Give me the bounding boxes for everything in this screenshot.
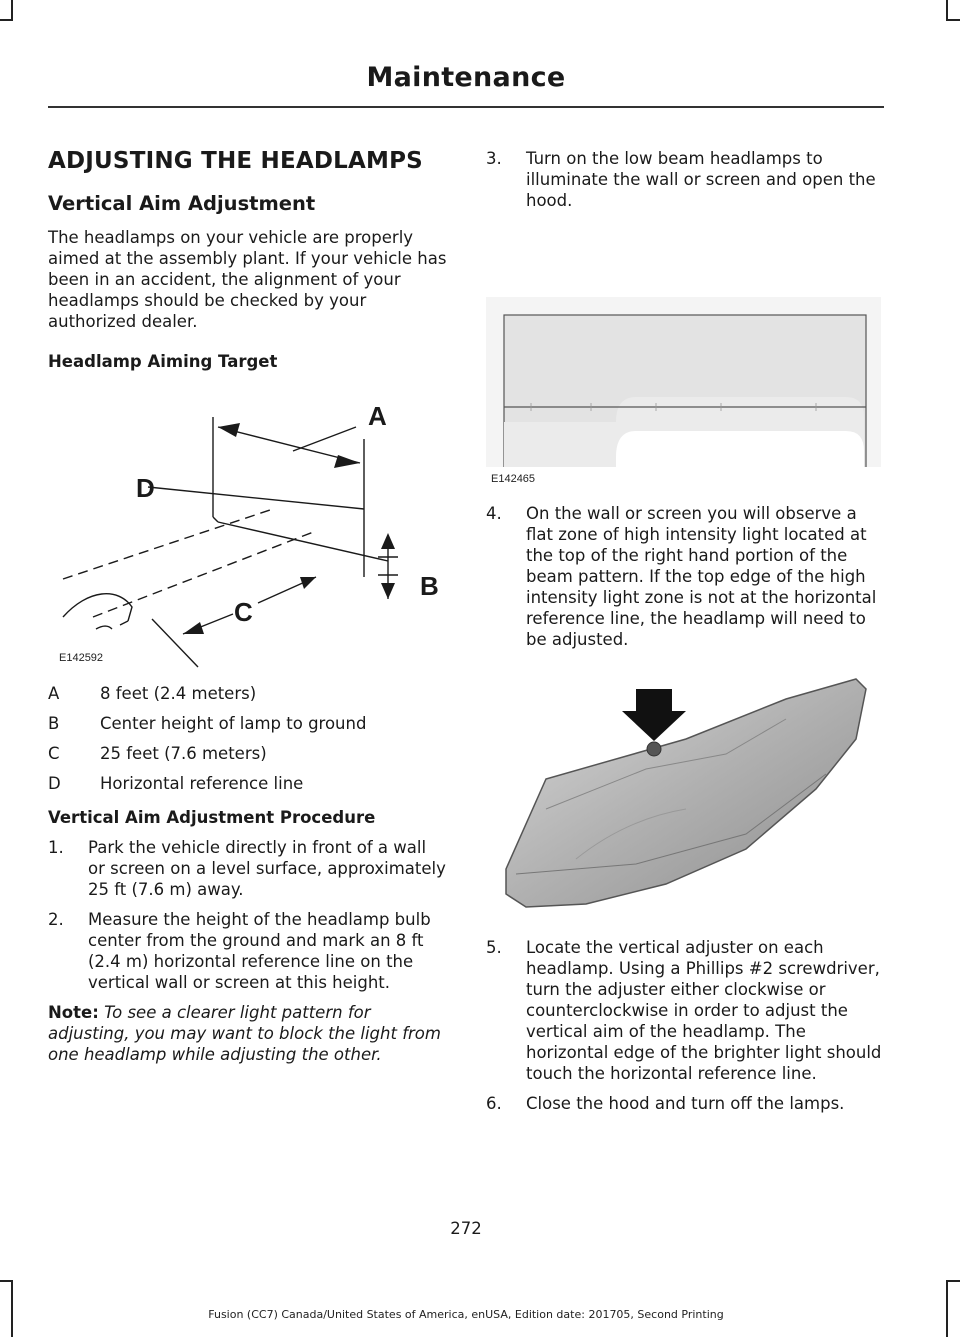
legend-key: B bbox=[48, 714, 60, 733]
list-item bbox=[486, 937, 886, 1084]
step-text: Turn on the low beam headlamps to illuminate the wall or screen and open the hood. bbox=[526, 149, 876, 210]
step-number: 2. bbox=[48, 910, 64, 929]
step-number: 5. bbox=[486, 938, 502, 957]
step-number: 6. bbox=[486, 1094, 502, 1113]
page-heading: ADJUSTING THE HEADLAMPS bbox=[48, 148, 423, 174]
step-text: Close the hood and turn off the lamps. bbox=[526, 1094, 845, 1113]
procedure-heading: Vertical Aim Adjustment Procedure bbox=[48, 808, 376, 827]
crop-mark-top-right bbox=[946, 0, 948, 20]
step-number: 4. bbox=[486, 504, 502, 523]
step-3-list bbox=[486, 148, 886, 211]
list-item bbox=[48, 837, 448, 900]
crop-mark-bottom-right-h bbox=[946, 1280, 960, 1282]
step-number: 3. bbox=[486, 149, 502, 168]
legend-row bbox=[48, 743, 448, 764]
list-item bbox=[48, 909, 448, 993]
legend-text: Center height of lamp to ground bbox=[100, 714, 367, 733]
adjuster-arrow-icon bbox=[622, 689, 686, 741]
callout-a: A bbox=[368, 401, 387, 431]
step-number: 1. bbox=[48, 838, 64, 857]
right-column bbox=[486, 148, 886, 1123]
beam-pattern-diagram bbox=[486, 227, 886, 467]
legend-text: 8 feet (2.4 meters) bbox=[100, 684, 257, 703]
callout-b: B bbox=[420, 571, 439, 601]
procedure-steps bbox=[48, 837, 448, 993]
legend-row bbox=[48, 773, 448, 794]
aiming-target-diagram bbox=[48, 389, 448, 669]
crop-mark-bottom-left-h bbox=[0, 1280, 13, 1282]
step-text: Park the vehicle directly in front of a wall or screen on a level surface, approximately 25 ft (7.6 m) away. bbox=[88, 838, 446, 899]
legend-key: D bbox=[48, 774, 61, 793]
note-text: To see a clearer light pattern for adjusting, you may want to block the light from one headlamp while adjusting the other. bbox=[48, 1003, 441, 1064]
legend-row bbox=[48, 713, 448, 734]
page-number: 272 bbox=[450, 1219, 482, 1238]
step-text: Locate the vertical adjuster on each headlamp. Using a Phillips #2 screwdriver, turn the adjuster either clockwise or counterclockwise in order to adjust the vertical aim of the headlamp. The horizontal edge of the brighter light should touch the horizontal reference line. bbox=[526, 938, 882, 1083]
note bbox=[48, 1002, 448, 1065]
callout-c: C bbox=[234, 597, 253, 627]
legend bbox=[48, 683, 448, 794]
list-item bbox=[486, 503, 886, 650]
intro-paragraph: The headlamps on your vehicle are properly aimed at the assembly plant. If your vehicle has been in an accident, the alignment of your headlamps should be checked by your authorized dealer. bbox=[48, 228, 447, 331]
list-item bbox=[486, 1093, 886, 1114]
list-item bbox=[486, 148, 886, 211]
section-title: Maintenance bbox=[366, 62, 566, 93]
footer: Fusion (CC7) Canada/United States of America, enUSA, Edition date: 201705, Second Printing bbox=[208, 1308, 724, 1321]
crop-mark-top-left-h bbox=[0, 19, 13, 21]
legend-key: A bbox=[48, 684, 60, 703]
crop-mark-top-right-h bbox=[946, 19, 960, 21]
step-4-list bbox=[486, 503, 886, 650]
legend-row bbox=[48, 683, 448, 704]
target-heading: Headlamp Aiming Target bbox=[48, 352, 278, 371]
crop-mark-top-left bbox=[11, 0, 13, 20]
legend-key: C bbox=[48, 744, 60, 763]
headlamp-illustration bbox=[486, 659, 886, 919]
headlamp-figure bbox=[486, 659, 886, 919]
crop-mark-bottom-right bbox=[946, 1280, 948, 1337]
steps-5-6-list bbox=[486, 937, 886, 1114]
step-text: Measure the height of the headlamp bulb center from the ground and mark an 8 ft (2.4 m) horizontal reference line on the vertical wall or screen at this height. bbox=[88, 910, 431, 992]
figure-code: E142592 bbox=[59, 652, 104, 664]
note-label: Note: bbox=[48, 1003, 99, 1022]
legend-text: Horizontal reference line bbox=[100, 774, 304, 793]
legend-text: 25 feet (7.6 meters) bbox=[100, 744, 267, 763]
subheading: Vertical Aim Adjustment bbox=[48, 192, 316, 215]
step-text: On the wall or screen you will observe a flat zone of high intensity light located at the top of the right hand portion of the beam pattern. If the top edge of the high intensity light zone is not at the horizontal reference line, the headlamp will need to be adjusted. bbox=[526, 504, 877, 649]
beam-pattern-figure bbox=[486, 227, 886, 487]
header-rule bbox=[48, 106, 884, 108]
callout-d: D bbox=[136, 473, 155, 503]
figure-code: E142465 bbox=[491, 473, 536, 485]
aiming-target-figure bbox=[48, 389, 448, 669]
left-column bbox=[48, 148, 448, 1065]
